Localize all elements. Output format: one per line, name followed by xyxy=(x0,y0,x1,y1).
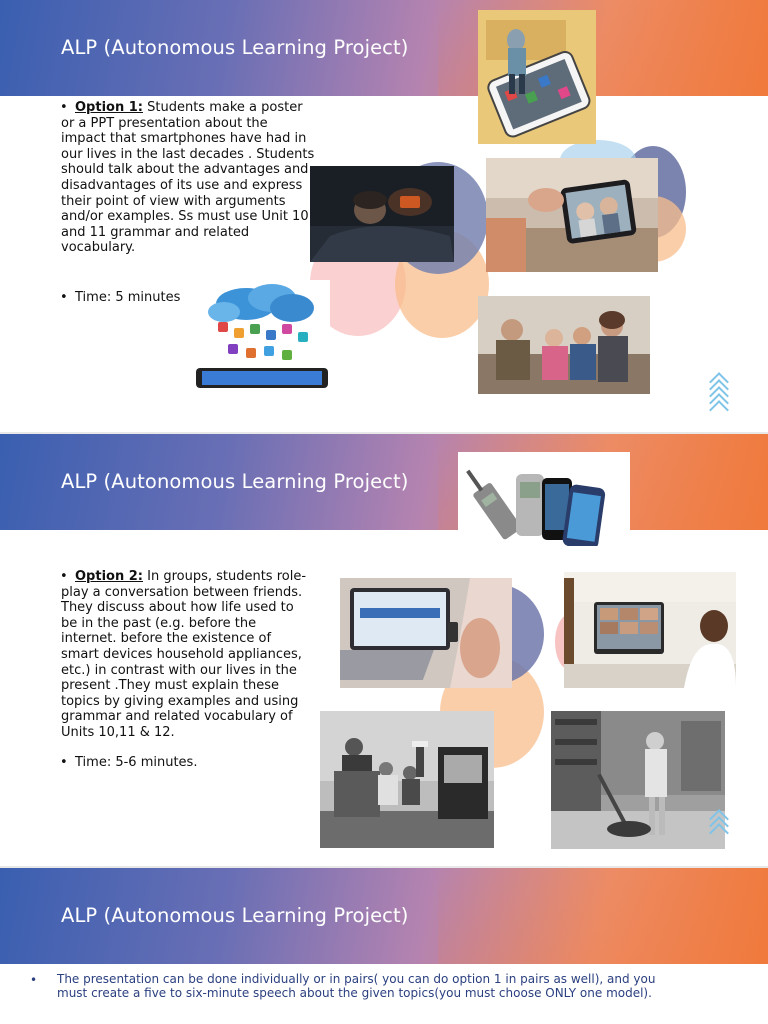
option-2-label: Option 2: xyxy=(75,569,143,584)
slide-2-banner xyxy=(0,434,768,530)
option-2-time: Time: 5-6 minutes. xyxy=(75,755,198,770)
family-couch-photo xyxy=(478,296,650,394)
slide-1-title: ALP (Autonomous Learning Project) xyxy=(61,36,409,59)
option-2-text xyxy=(61,569,313,741)
vintage-family-tv-photo xyxy=(320,711,494,848)
bullet-mark: • xyxy=(60,755,68,770)
slide-3-title: ALP (Autonomous Learning Project) xyxy=(61,904,409,927)
option-1-description: Students make a poster or a PPT presentation about the impact that smartphones have had in our lives in the last decades . Students should talk about the advantages and disadvantages of its use and express their point of view with arguments and/or examples. Ss must use Unit 10 and 11 grammar and related vocabulary. xyxy=(61,100,315,256)
video-conference-photo xyxy=(564,572,736,688)
slide-3 xyxy=(0,868,768,1024)
option-1-time: Time: 5 minutes xyxy=(75,290,181,305)
slide-2 xyxy=(0,434,768,866)
phone-evolution-image xyxy=(458,452,630,546)
slide-2-title: ALP (Autonomous Learning Project) xyxy=(61,470,409,493)
chevrons-decoration xyxy=(708,375,730,410)
cloud-apps-phone-image xyxy=(194,280,330,390)
option-1-label: Option 1: xyxy=(75,100,143,115)
slide-3-note: The presentation can be done individually or in pairs( you can do option 1 in pairs as well), and you must create a five to six-minute speech about the given topics(you must choose ONLY one model). xyxy=(57,972,656,1000)
bullet-mark: • xyxy=(60,569,68,584)
option-1-text xyxy=(61,100,316,256)
bullet-mark: • xyxy=(60,100,68,115)
bullet-mark: • xyxy=(60,290,68,305)
option-2-description: In groups, students role-play a conversation between friends. They discuss about how life used to be in the past (e.g. before the internet. before the existence of smart devices household appliances, etc.) in contrast with our lives in the present .They must explain these topics by giving examples and using grammar and related vocabulary of Units 10,11 & 12. xyxy=(61,569,307,740)
laptop-online-ticket-photo xyxy=(340,578,512,688)
man-in-bed-photo xyxy=(310,166,454,262)
video-call-tablet-photo xyxy=(486,158,658,272)
bullet-mark: • xyxy=(30,973,38,987)
vintage-vacuum-photo xyxy=(551,711,725,849)
slide-1 xyxy=(0,0,768,432)
smartphone-illustration-image xyxy=(478,10,596,144)
slide-3-banner xyxy=(0,868,768,964)
chevrons-decoration xyxy=(708,812,730,833)
slide-1-banner xyxy=(0,0,768,96)
